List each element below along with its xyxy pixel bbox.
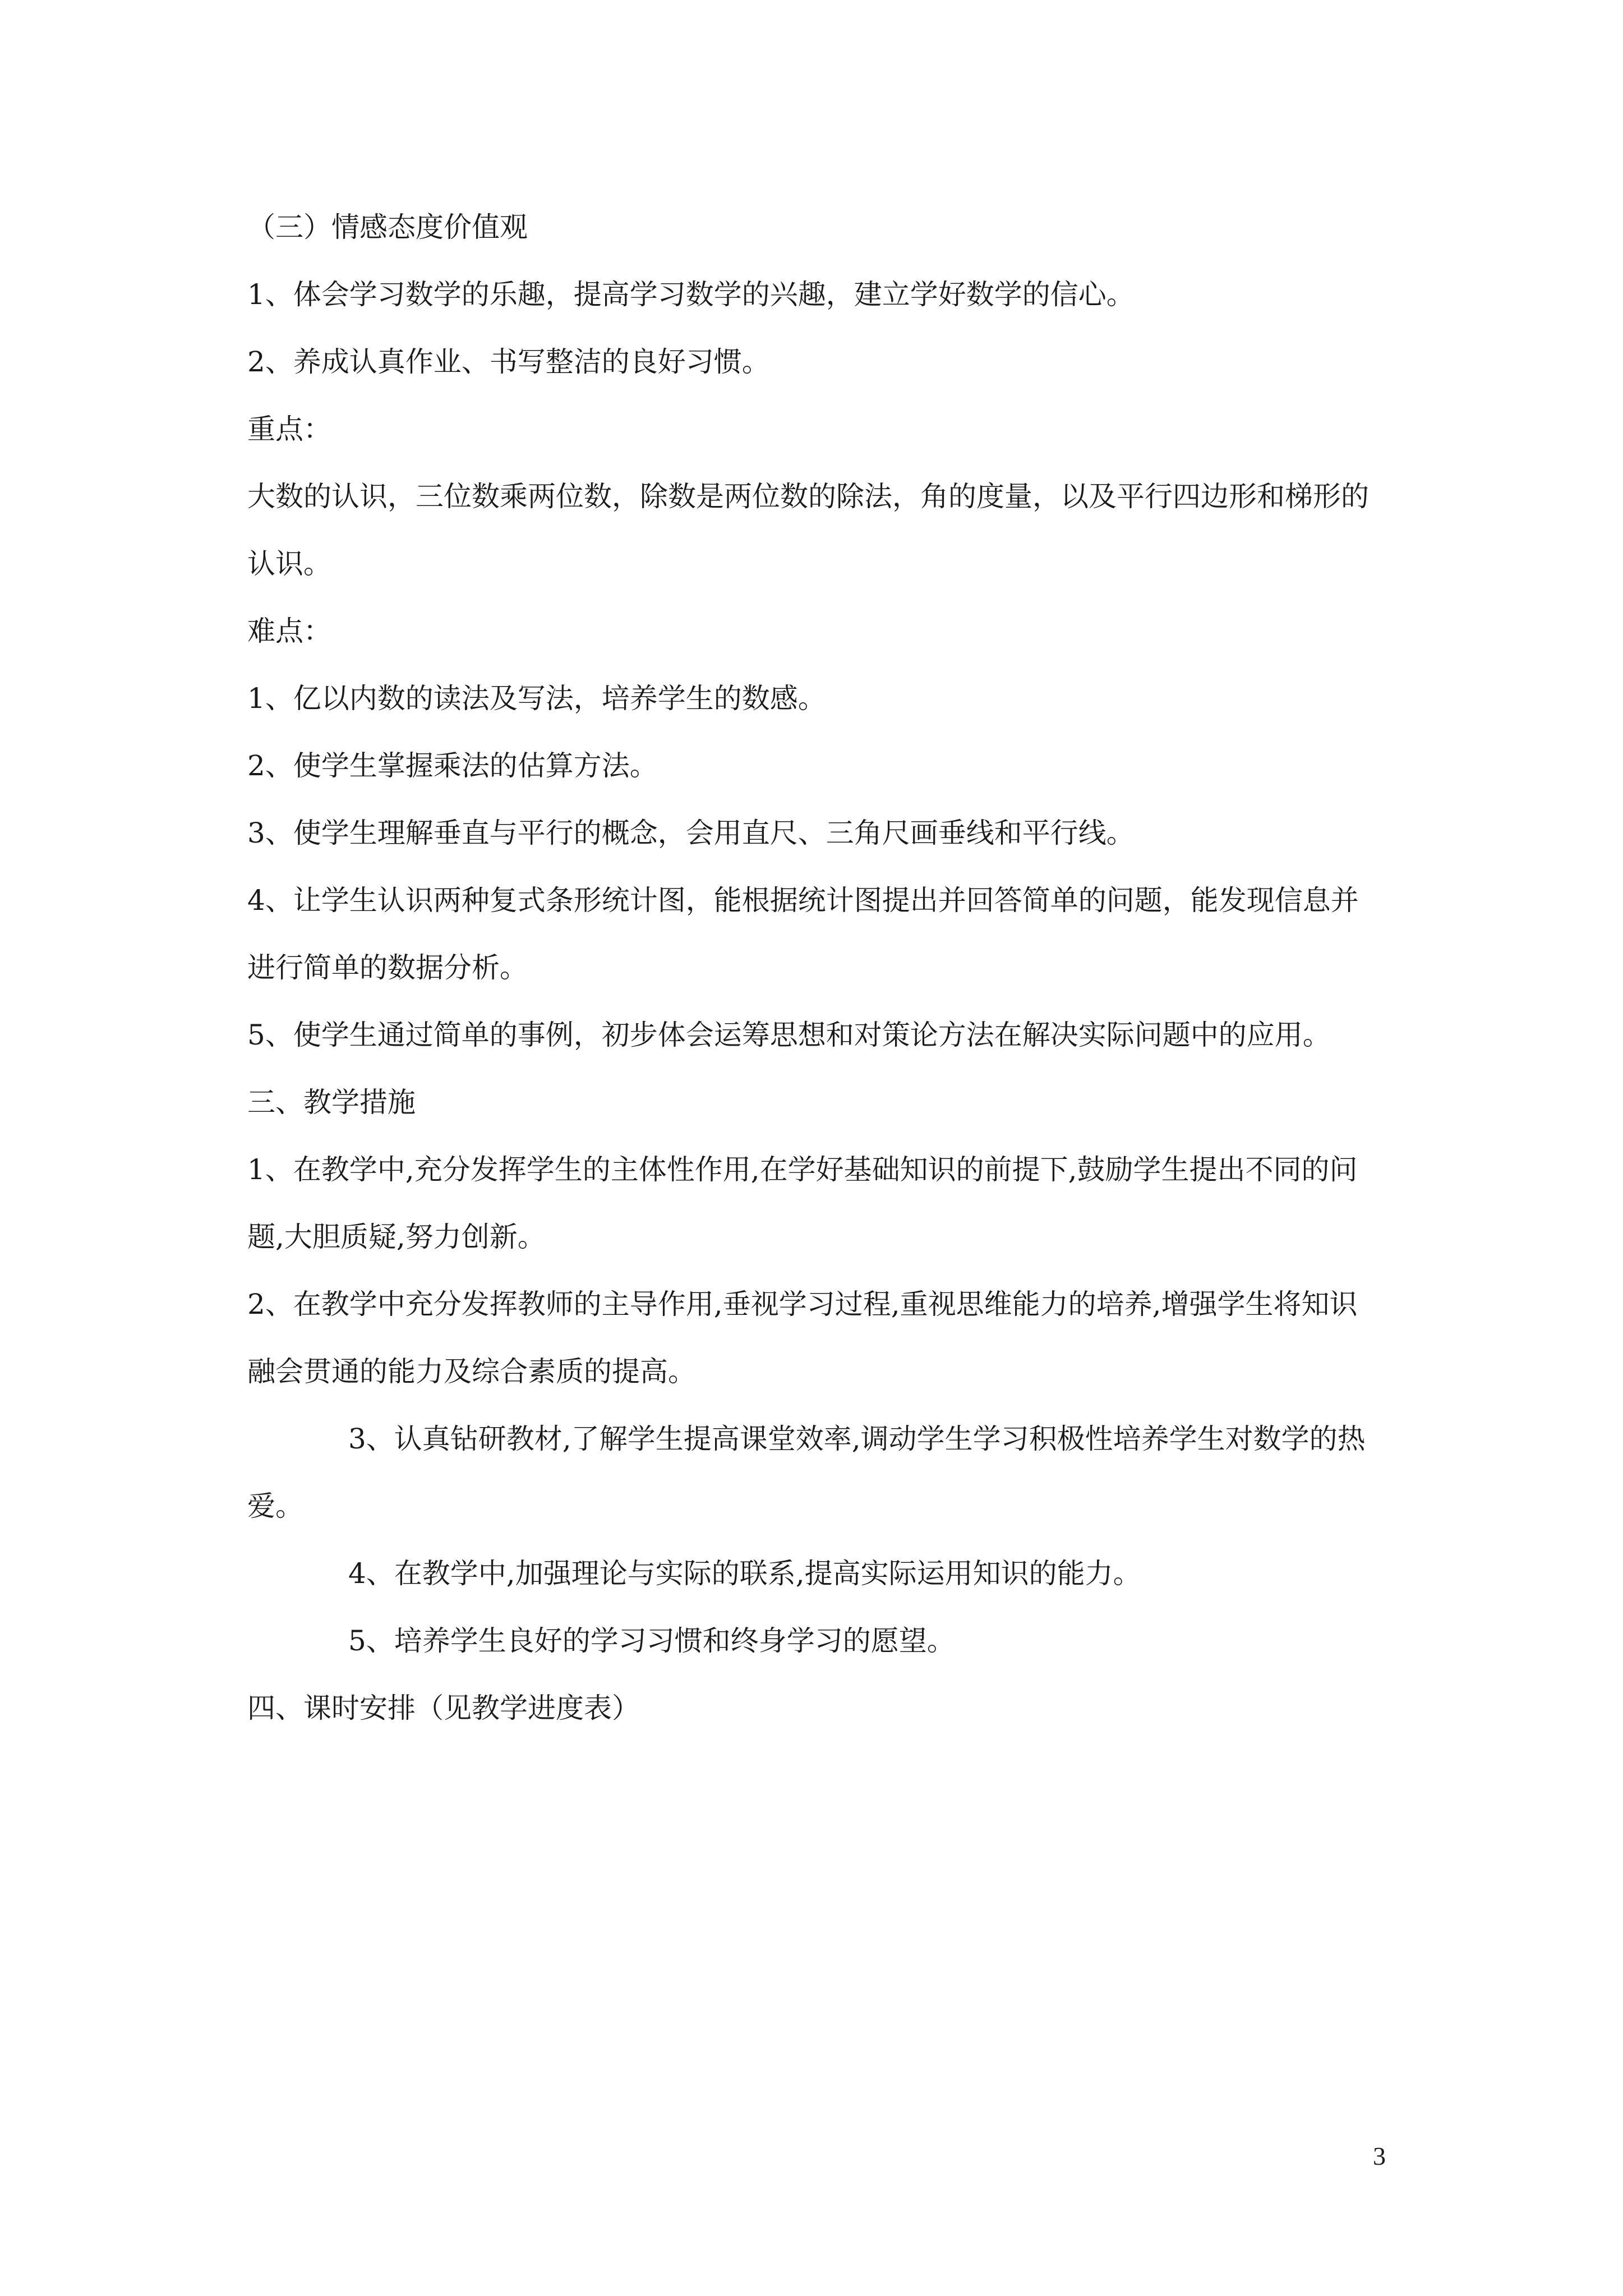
section-heading-measures: 三、教学措施 [247, 1086, 416, 1119]
affective-item-1: 1、体会学习数学的乐趣，提高学习数学的兴趣，建立学好数学的信心。 [247, 278, 1135, 311]
key-points-text: 大数的认识，三位数乘两位数，除数是两位数的除法，角的度量，以及平行四边形和梯形的 [247, 480, 1369, 513]
difficulty-item-4: 4、让学生认识两种复式条形统计图，能根据统计图提出并回答简单的问题，能发现信息并 [247, 884, 1359, 917]
section-heading-affective: （三）情感态度价值观 [247, 211, 528, 243]
key-points-heading: 重点： [247, 413, 331, 445]
difficulty-item-4-cont: 进行简单的数据分析。 [247, 951, 528, 984]
measure-item-3: 3、认真钻研教材,了解学生提高课堂效率,调动学生学习积极性培养学生对数学的热 [348, 1423, 1366, 1455]
page-number: 3 [1373, 2142, 1386, 2170]
measure-item-1: 1、在教学中,充分发挥学生的主体性作用,在学好基础知识的前提下,鼓励学生提出不同的问 [247, 1153, 1358, 1186]
section-heading-schedule: 四、课时安排（见教学进度表） [247, 1692, 640, 1724]
difficulty-item-2: 2、使学生掌握乘法的估算方法。 [247, 749, 658, 782]
key-points-text-cont: 认识。 [247, 547, 331, 580]
difficulty-item-3: 3、使学生理解垂直与平行的概念，会用直尺、三角尺画垂线和平行线。 [247, 817, 1135, 849]
difficulties-heading: 难点： [247, 615, 331, 647]
measure-item-3-cont: 爱。 [247, 1490, 303, 1522]
measure-item-2: 2、在教学中充分发挥教师的主导作用,垂视学习过程,重视思维能力的培养,增强学生将知识 [247, 1288, 1358, 1320]
difficulty-item-5: 5、使学生通过简单的事例，初步体会运筹思想和对策论方法在解决实际问题中的应用。 [247, 1019, 1331, 1051]
measure-item-1-cont: 题,大胆质疑,努力创新。 [247, 1221, 546, 1253]
difficulty-item-1: 1、亿以内数的读法及写法，培养学生的数感。 [247, 682, 826, 715]
affective-item-2: 2、养成认真作业、书写整洁的良好习惯。 [247, 346, 770, 378]
measure-item-2-cont: 融会贯通的能力及综合素质的提高。 [247, 1355, 696, 1388]
page-body [247, 209, 1391, 1727]
measure-item-5: 5、培养学生良好的学习习惯和终身学习的愿望。 [348, 1625, 955, 1657]
measure-item-4: 4、在教学中,加强理论与实际的联系,提高实际运用知识的能力。 [348, 1557, 1141, 1590]
